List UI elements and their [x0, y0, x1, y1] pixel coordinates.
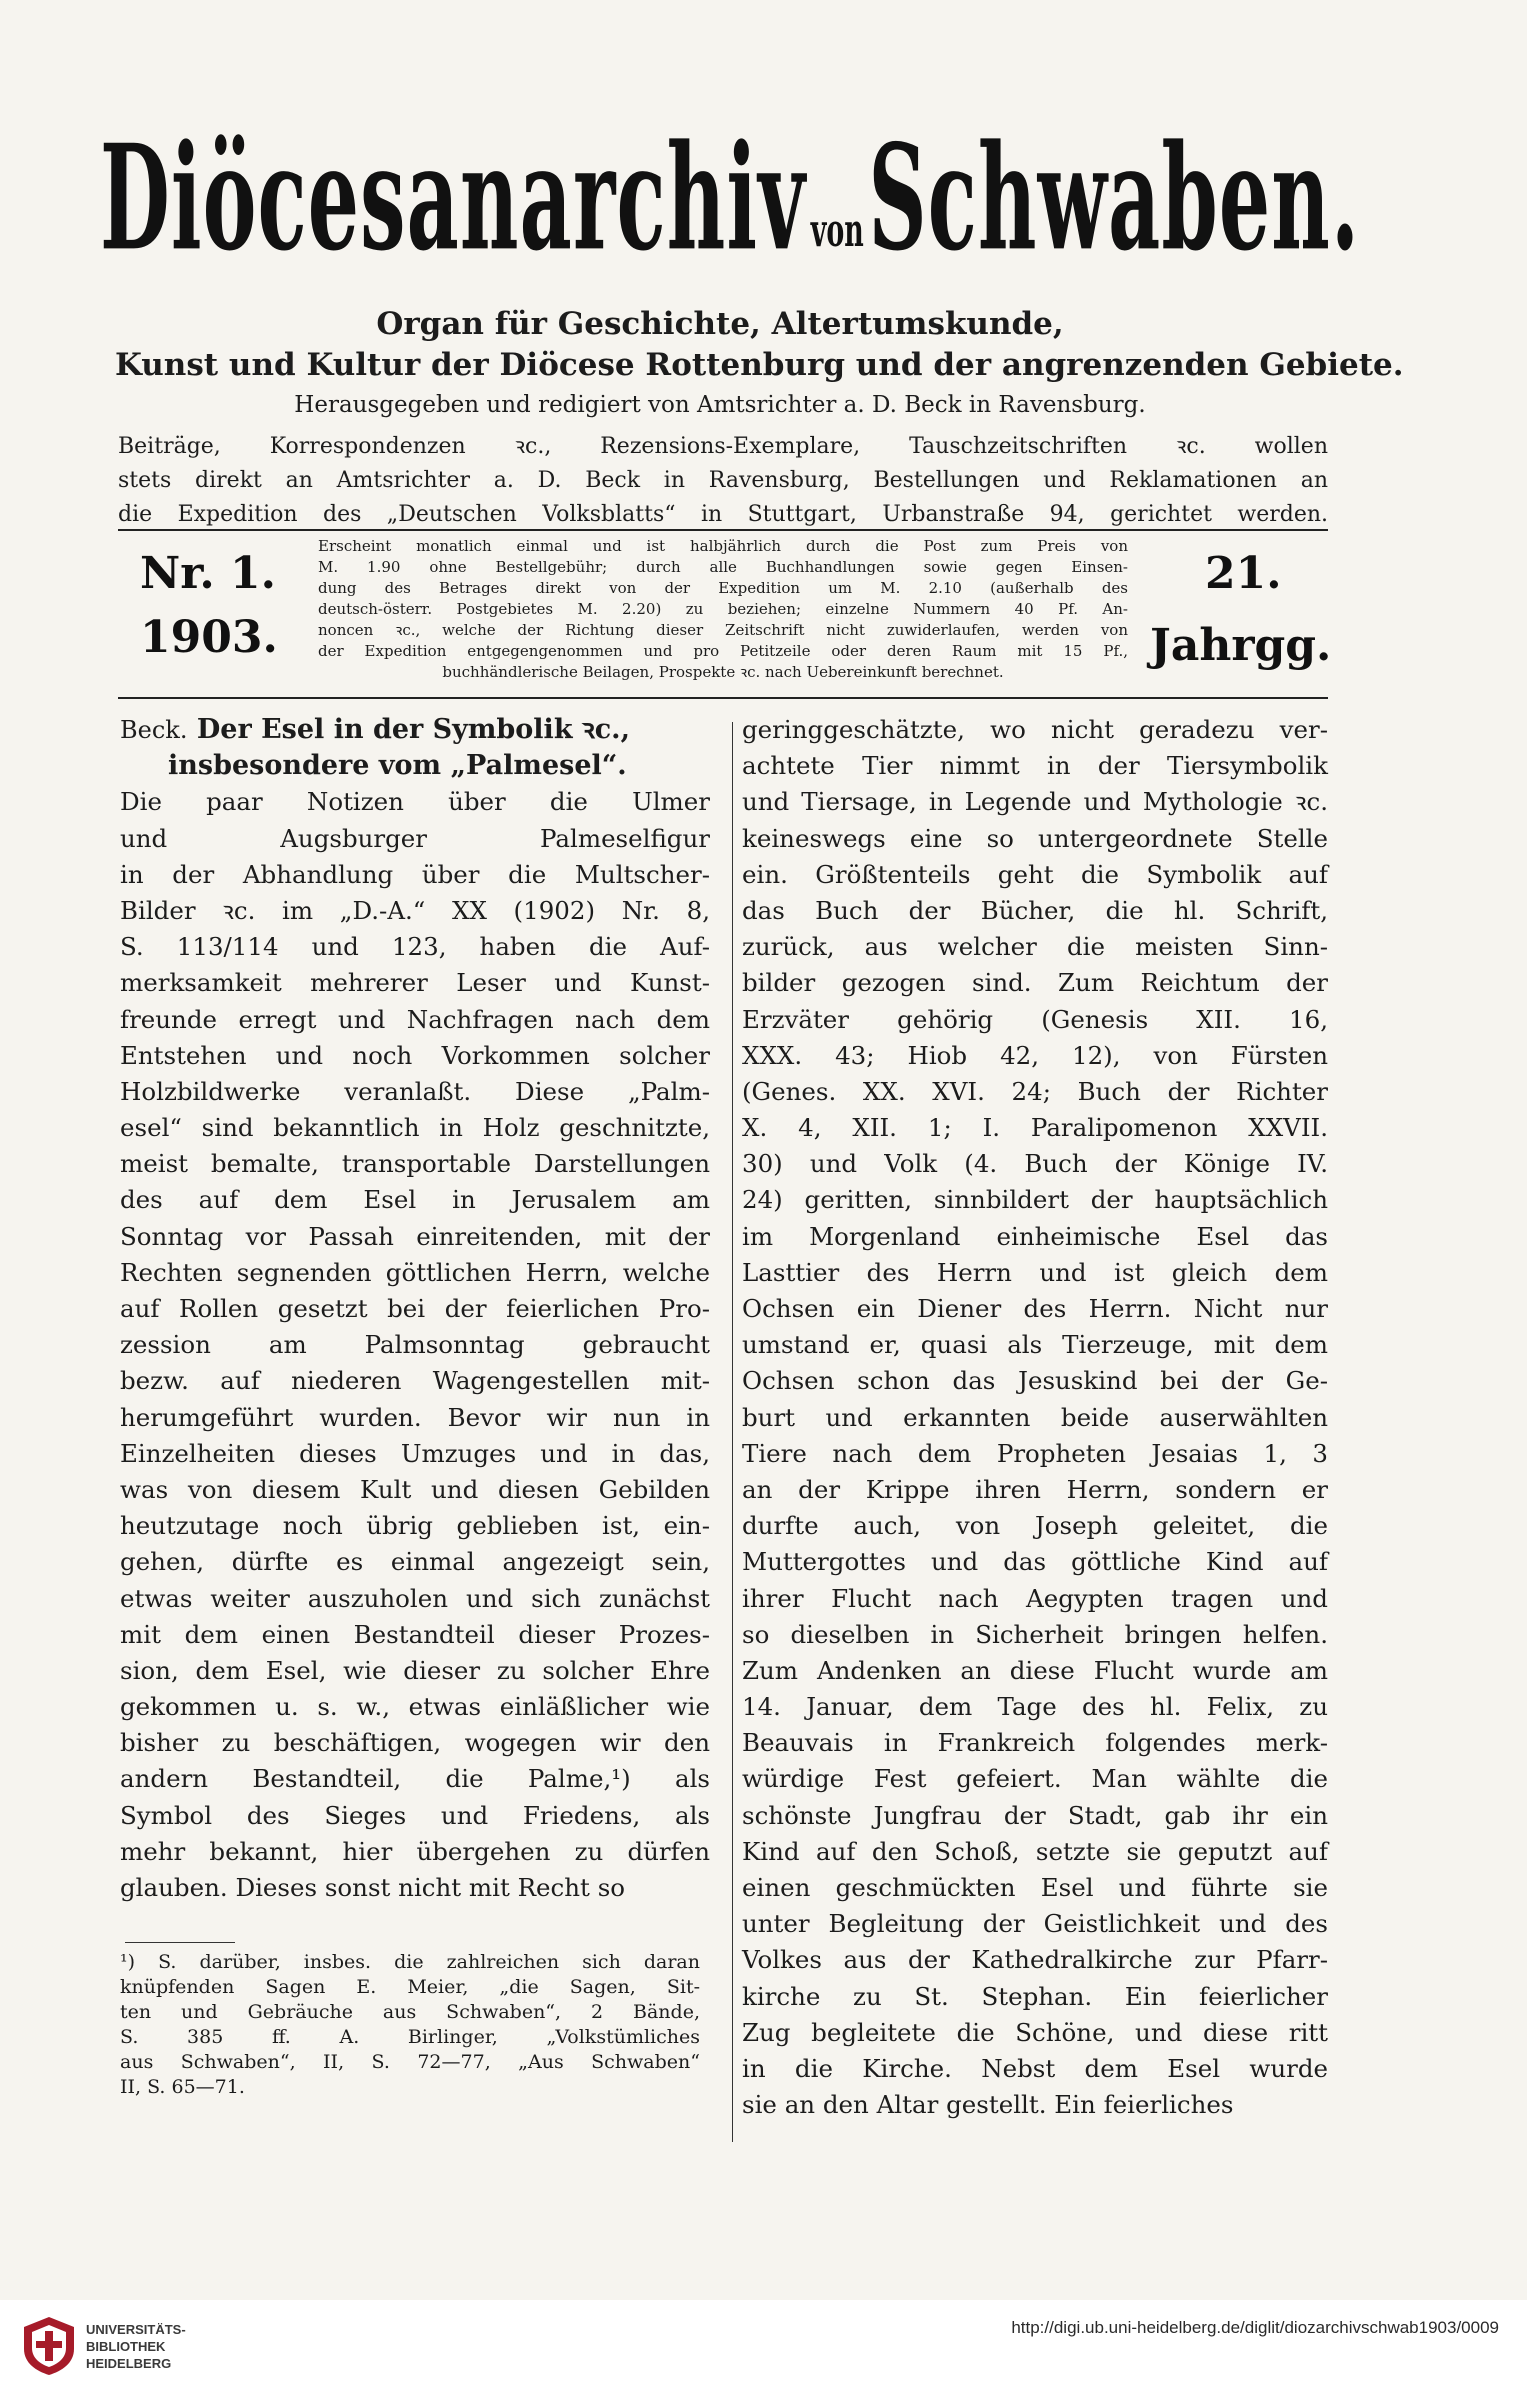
- notice-line: dung des Betrages direkt von der Expedition um M. 2.10 (außerhalb des: [318, 579, 1128, 597]
- volume-number: 21.: [1205, 548, 1282, 599]
- text-line: zurück, aus welcher die meisten Sinn-: [742, 932, 1328, 962]
- left-column-text: [120, 784, 710, 1906]
- footnote-rule: [125, 1942, 235, 1943]
- article-title-line1: Der Esel in der Symbolik ꝛc.,: [196, 714, 630, 745]
- text-line: glauben. Dieses sonst nicht mit Recht so: [120, 1873, 626, 1902]
- article-title-line2: insbesondere vom „Palmesel“.: [168, 750, 627, 782]
- text-line: Beauvais in Frankreich folgendes merk-: [742, 1728, 1328, 1758]
- text-line: heutzutage noch übrig geblieben ist, ein-: [120, 1511, 710, 1541]
- library-name-line: UNIVERSITÄTS-: [86, 2322, 186, 2337]
- issue-number: Nr. 1.: [140, 548, 276, 599]
- text-line: Volkes aus der Kathedralkirche zur Pfarr-: [742, 1945, 1328, 1975]
- notice-line: buchhändlerische Beilagen, Prospekte ꝛc. nach Uebereinkunft berechnet.: [442, 663, 1004, 681]
- text-line: Rechten segnenden göttlichen Herrn, welche: [120, 1257, 710, 1287]
- text-line: meist bemalte, transportable Darstellungen: [120, 1149, 710, 1179]
- contributions-notice: [118, 430, 1328, 532]
- text-line: zession am Palmsonntag gebraucht: [120, 1330, 710, 1360]
- text-line: Ochsen ein Diener des Herrn. Nicht nur: [742, 1294, 1328, 1323]
- text-line: burt und erkannten beide auserwählten: [742, 1402, 1328, 1432]
- subtitle-organ: Organ für Geschichte, Altertumskunde,: [376, 306, 1064, 342]
- text-line: XXX. 43; Hiob 42, 12), von Fürsten: [742, 1040, 1328, 1070]
- right-column: [742, 712, 1328, 2123]
- contributions-line: Beiträge, Korrespondenzen ꝛc., Rezensions-Exemplare, Tauschzeitschriften ꝛc. wollen: [118, 434, 1328, 459]
- left-column: [120, 712, 710, 1906]
- column-divider: [732, 722, 733, 2142]
- text-line: auf Rollen gesetzt bei der feierlichen Pro-: [120, 1294, 710, 1323]
- text-line: ein. Größtenteils geht die Symbolik auf: [742, 859, 1328, 889]
- text-line: Muttergottes und das göttliche Kind auf: [742, 1547, 1328, 1577]
- subscription-notice: [318, 536, 1128, 683]
- masthead-title-left: Diöcesanarchiv: [100, 111, 807, 284]
- text-line: des auf dem Esel in Jerusalem am: [120, 1185, 710, 1215]
- text-line: Sonntag vor Passah einreitenden, mit der: [120, 1221, 710, 1251]
- text-line: 24) geritten, sinnbildert der hauptsächlich: [742, 1185, 1328, 1215]
- text-line: durfte auch, von Joseph geleitet, die: [742, 1511, 1328, 1541]
- header-rule-top: [118, 529, 1328, 531]
- text-line: in die Kirche. Nebst dem Esel wurde: [742, 2053, 1328, 2083]
- text-line: herumgeführt wurden. Bevor wir nun in: [120, 1402, 710, 1432]
- masthead-title-connector: von: [810, 203, 864, 257]
- text-line: bezw. auf niederen Wagengestellen mit-: [120, 1366, 710, 1396]
- text-line: Symbol des Sieges und Friedens, als: [120, 1800, 710, 1830]
- text-line: schönste Jungfrau der Stadt, gab ihr ein: [742, 1800, 1328, 1830]
- text-line: unter Begleitung der Geistlichkeit und des: [742, 1909, 1328, 1939]
- text-line: das Buch der Bücher, die hl. Schrift,: [742, 895, 1328, 925]
- text-line: II, S. 65—71.: [120, 2076, 245, 2098]
- library-seal-icon: [20, 2315, 78, 2377]
- text-line: ten und Gebräuche aus Schwaben“, 2 Bände,: [120, 2001, 700, 2023]
- text-line: und Tiersage, in Legende und Mythologie ꝛc.: [742, 787, 1328, 817]
- text-line: was von diesem Kult und diesen Gebilden: [120, 1474, 710, 1504]
- text-line: 14. Januar, dem Tage des hl. Felix, zu: [742, 1692, 1328, 1722]
- footnote: [120, 1950, 700, 2100]
- notice-line: der Expedition entgegengenommen und pro Petitzeile oder deren Raum mit 15 Pf.,: [318, 642, 1128, 660]
- text-line: S. 385 ff. A. Birlinger, „Volkstümliches: [120, 2026, 700, 2048]
- text-line: Ochsen schon das Jesuskind bei der Ge-: [742, 1366, 1328, 1396]
- subtitle-kunst: Kunst und Kultur der Diöcese Rottenburg und der angrenzenden Gebiete.: [115, 347, 1404, 383]
- text-line: achtete Tier nimmt in der Tiersymbolik: [742, 751, 1328, 781]
- contributions-line: stets direkt an Amtsrichter a. D. Beck in Ravensburg, Bestellungen und Reklamationen an: [118, 468, 1328, 493]
- text-line: sion, dem Esel, wie dieser zu solcher Ehre: [120, 1655, 710, 1685]
- text-line: Zug begleitete die Schöne, und diese ritt: [742, 2017, 1328, 2047]
- text-line: Kind auf den Schoß, setzte sie geputzt auf: [742, 1836, 1328, 1866]
- article-author: Beck.: [120, 716, 188, 744]
- source-url-link[interactable]: http://digi.ub.uni-heidelberg.de/diglit/diozarchivschwab1903/0009: [1011, 2318, 1499, 2337]
- text-line: Erzväter gehörig (Genesis XII. 16,: [742, 1004, 1328, 1034]
- issue-year: 1903.: [140, 612, 278, 663]
- library-name: [86, 2321, 186, 2372]
- text-line: Die paar Notizen über die Ulmer: [120, 787, 710, 817]
- text-line: etwas weiter auszuholen und sich zunächst: [120, 1583, 710, 1613]
- text-line: Zum Andenken an diese Flucht wurde am: [742, 1655, 1328, 1685]
- contributions-line: die Expedition des „Deutschen Volksblatts“ in Stuttgart, Urbanstraße 94, gerichtet werden.: [118, 502, 1328, 527]
- text-line: esel“ sind bekanntlich in Holz geschnitzte,: [120, 1113, 710, 1143]
- text-line: Holzbildwerke veranlaßt. Diese „Palm-: [120, 1076, 710, 1106]
- masthead-title-right: Schwaben.: [868, 111, 1361, 284]
- text-line: ¹) S. darüber, insbes. die zahlreichen sich daran: [120, 1951, 700, 1973]
- library-name-line: BIBLIOTHEK: [86, 2339, 166, 2354]
- text-line: bilder gezogen sind. Zum Reichtum der: [742, 968, 1328, 998]
- text-line: in der Abhandlung über die Multscher-: [120, 859, 710, 889]
- text-line: im Morgenland einheimische Esel das: [742, 1221, 1328, 1251]
- text-line: würdige Fest gefeiert. Man wählte die: [742, 1764, 1328, 1794]
- text-line: mit dem einen Bestandteil dieser Prozes-: [120, 1619, 710, 1649]
- notice-line: noncen ꝛc., welche der Richtung dieser Zeitschrift nicht zuwiderlaufen, werden von: [318, 621, 1128, 639]
- text-line: kirche zu St. Stephan. Ein feierlicher: [742, 1981, 1328, 2011]
- text-line: freunde erregt und Nachfragen nach dem: [120, 1004, 710, 1034]
- footnote-text: [120, 1950, 700, 2100]
- text-line: Bilder ꝛc. im „D.-A.“ XX (1902) Nr. 8,: [120, 895, 710, 925]
- text-line: bisher zu beschäftigen, wogegen wir den: [120, 1728, 710, 1758]
- text-line: S. 113/114 und 123, haben die Auf-: [120, 932, 710, 962]
- volume-label: Jahrgg.: [1150, 620, 1332, 671]
- article-heading: [120, 712, 710, 748]
- text-line: ihrer Flucht nach Aegypten tragen und: [742, 1583, 1328, 1613]
- text-line: an der Krippe ihren Herrn, sondern er: [742, 1474, 1328, 1504]
- text-line: (Genes. XX. XVI. 24; Buch der Richter: [742, 1076, 1328, 1106]
- text-line: Einzelheiten dieses Umzuges und in das,: [120, 1438, 710, 1468]
- text-line: einen geschmückten Esel und führte sie: [742, 1873, 1328, 1902]
- text-line: keineswegs eine so untergeordnete Stelle: [742, 823, 1328, 853]
- text-line: X. 4, XII. 1; I. Paralipomenon XXVII.: [742, 1113, 1328, 1143]
- text-line: 30) und Volk (4. Buch der Könige IV.: [742, 1149, 1328, 1179]
- text-line: gehen, dürfte es einmal angezeigt sein,: [120, 1547, 710, 1577]
- text-line: Entstehen und noch Vorkommen solcher: [120, 1040, 710, 1070]
- library-name-line: HEIDELBERG: [86, 2356, 172, 2371]
- text-line: umstand er, quasi als Tierzeuge, mit dem: [742, 1330, 1328, 1360]
- text-line: Tiere nach dem Propheten Jesaias 1, 3: [742, 1438, 1328, 1468]
- right-column-text: [742, 712, 1328, 2123]
- text-line: andern Bestandteil, die Palme,¹) als: [120, 1764, 710, 1794]
- text-line: sie an den Altar gestellt. Ein feierliches: [742, 2090, 1234, 2120]
- notice-line: deutsch-österr. Postgebietes M. 2.20) zu beziehen; einzelne Nummern 40 Pf. An-: [318, 600, 1128, 618]
- masthead-title: [100, 95, 1361, 300]
- text-line: merksamkeit mehrerer Leser und Kunst-: [120, 968, 710, 998]
- text-line: so dieselben in Sicherheit bringen helfen.: [742, 1619, 1328, 1649]
- text-line: aus Schwaben“, II, S. 72—77, „Aus Schwaben“: [120, 2051, 700, 2073]
- text-line: Lasttier des Herrn und ist gleich dem: [742, 1257, 1328, 1287]
- library-logo[interactable]: [20, 2315, 260, 2385]
- text-line: geringgeschätzte, wo nicht geradezu ver-: [742, 715, 1328, 744]
- text-line: gekommen u. s. w., etwas einläßlicher wie: [120, 1692, 710, 1722]
- header-rule-bottom: [118, 697, 1328, 699]
- notice-line: Erscheint monatlich einmal und ist halbjährlich durch die Post zum Preis von: [318, 537, 1128, 555]
- subtitle-editor: Herausgegeben und redigiert von Amtsrichter a. D. Beck in Ravensburg.: [294, 392, 1146, 418]
- notice-line: M. 1.90 ohne Bestellgebühr; durch alle Buchhandlungen sowie gegen Einsen-: [318, 558, 1128, 576]
- text-line: knüpfenden Sagen E. Meier, „die Sagen, Sit-: [120, 1976, 700, 1998]
- text-line: und Augsburger Palmeselfigur: [120, 823, 710, 853]
- text-line: mehr bekannt, hier übergehen zu dürfen: [120, 1836, 710, 1866]
